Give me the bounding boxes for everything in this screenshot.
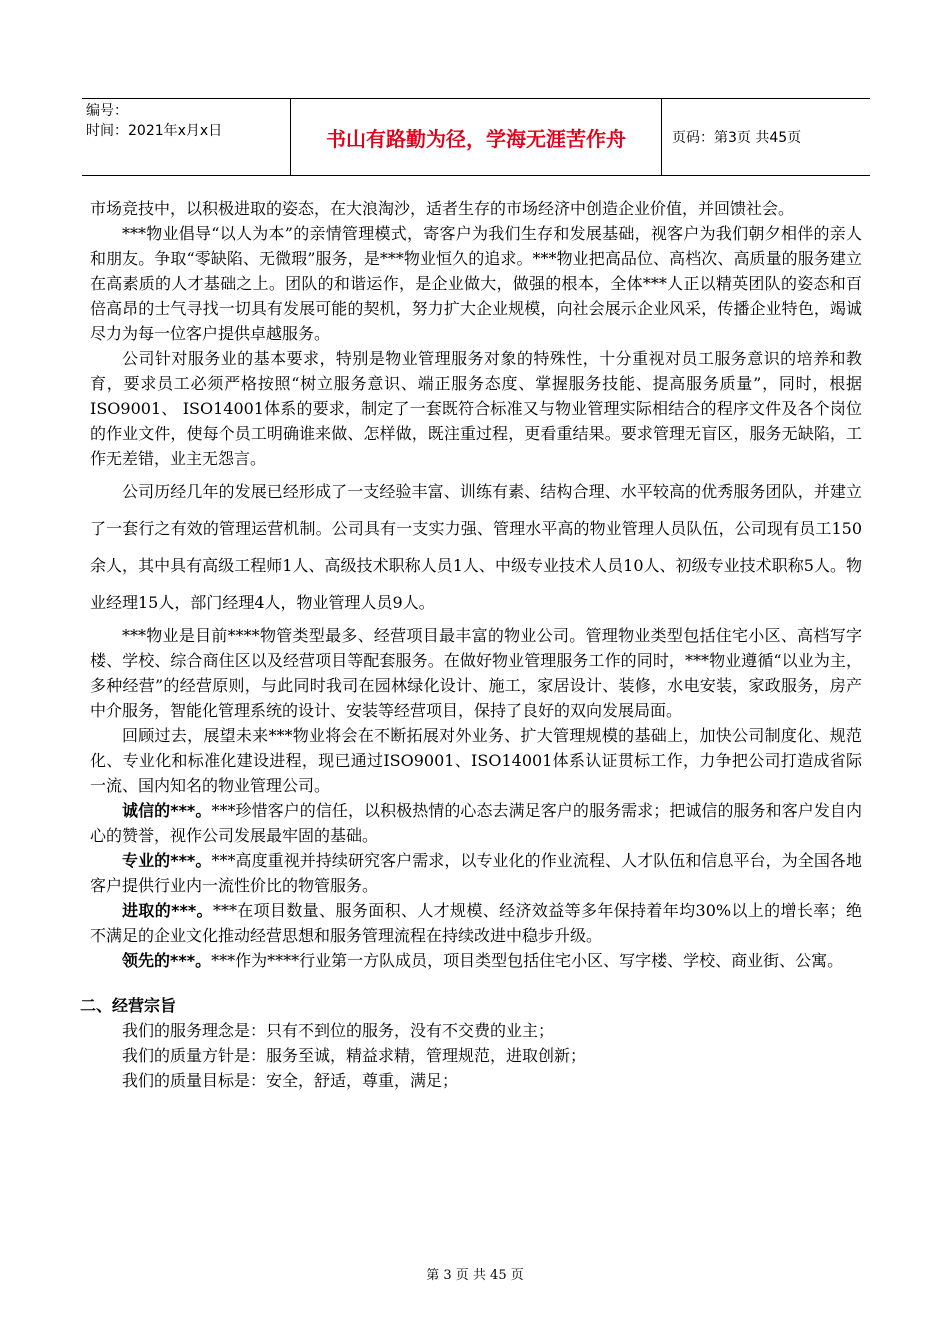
header-page-info: 页码：第3页 共45页 — [672, 130, 802, 146]
value-item — [90, 848, 862, 898]
document-body — [80, 196, 862, 1093]
document-number-label: 编号： — [86, 103, 128, 119]
value-item — [90, 898, 862, 948]
value-title: 专业的***。 — [122, 851, 212, 870]
paragraph: 市场竞技中，以积极进取的姿态，在大浪淘沙，适者生存的市场经济中创造企业价值，并回馈社会。 — [90, 199, 795, 218]
value-item — [90, 948, 862, 973]
section-heading: 二、经营宗旨 — [80, 996, 177, 1015]
principle-line: 我们的质量方针是：服务至诚，精益求精，管理规范，进取创新； — [122, 1046, 587, 1065]
value-title: 领先的***。 — [122, 951, 212, 970]
paragraph: 公司历经几年的发展已经形成了一支经验丰富、训练有素、结构合理、水平较高的优秀服务团队，并建立了一套行之有效的管理运营机制。公司具有一支实力强、管理水平高的物业管理人员队伍，公司现有员工150余人，其中具有高级工程师1人、高级技术职称人员1人、中级专业技术人员10人、初级专业技术职称5人。物业经理15人，部门经理4人，物业管理人员9人。 — [90, 482, 862, 612]
value-text: ***作为****行业第一方队成员，项目类型包括住宅小区、写字楼、学校、商业街、公寓。 — [211, 951, 844, 970]
value-text: ***高度重视并持续研究客户需求，以专业化的作业流程、人才队伍和信息平台，为全国各地客户提供行业内一流性价比的物管服务。 — [90, 851, 862, 895]
principle-line: 我们的服务理念是：只有不到位的服务，没有不交费的业主； — [122, 1021, 555, 1040]
header-meta — [82, 99, 290, 175]
header-motto: 书山有路勤为径，学海无涯苦作舟 — [290, 99, 662, 175]
paragraph: ***物业倡导“以人为本”的亲情管理模式，寄客户为我们生存和发展基础，视客户为我们朝夕相伴的亲人和朋友。争取“零缺陷、无微瑕”服务，是***物业恒久的追求。***物业把高品位、高档次、高质量的服务建立在高素质的人才基础之上。团队的和谐运作，是企业做大，做强的根本，全体***人正以精英团队的姿态和百倍高昂的士气寻找一切具有发展可能的契机，努力扩大企业规模，向社会展示企业风采，传播企业特色，竭诚尽力为每一位客户提供卓越服务。 — [90, 224, 862, 343]
value-title: 进取的***。 — [122, 901, 213, 920]
paragraph: ***物业是目前****物管类型最多、经营项目最丰富的物业公司。管理物业类型包括住宅小区、高档写字楼、学校、综合商住区以及经营项目等配套服务。在做好物业管理服务工作的同时，***物业遵循“以业为主，多种经营”的经营原则，与此同时我司在园林绿化设计、施工，家居设计、装修，水电安装，家政服务，房产中介服务，智能化管理系统的设计、安装等经营项目，保持了良好的双向发展局面。 — [90, 626, 862, 720]
value-title: 诚信的***。 — [122, 801, 212, 820]
value-text: ***在项目数量、服务面积、人才规模、经济效益等多年保持着年均30%以上的增长率；绝不满足的企业文化推动经营思想和服务管理流程在持续改进中稳步升级。 — [90, 901, 862, 945]
document-time: 时间：2021年x月x日 — [86, 123, 223, 139]
paragraph: 回顾过去，展望未来***物业将会在不断拓展对外业务、扩大管理规模的基础上，加快公司制度化、规范化、专业化和标准化建设进程，现已通过ISO9001、ISO14001体系认证贯标工作，力争把公司打造成省际一流、国内知名的物业管理公司。 — [90, 726, 862, 795]
paragraph: 公司针对服务业的基本要求，特别是物业管理服务对象的特殊性，十分重视对员工服务意识的培养和教育，要求员工必须严格按照“树立服务意识、端正服务态度、掌握服务技能、提高服务质量”，同时，根据ISO9001、 ISO14001体系的要求，制定了一套既符合标准又与物业管理实际相结合的程序文件及各个岗位的作业文件，使每个员工明确谁来做、怎样做，既注重过程，更看重结果。要求管理无盲区，服务无缺陷，工作无差错，业主无怨言。 — [90, 349, 862, 468]
principle-line: 我们的质量目标是：安全，舒适，尊重，满足； — [122, 1071, 459, 1090]
page-header — [82, 98, 870, 176]
page-footer: 第 3 页 共 45 页 — [426, 1268, 524, 1283]
value-item — [90, 798, 862, 848]
value-text: ***珍惜客户的信任，以积极热情的心态去满足客户的服务需求；把诚信的服务和客户发自内心的赞誉，视作公司发展最牢固的基础。 — [90, 801, 862, 845]
